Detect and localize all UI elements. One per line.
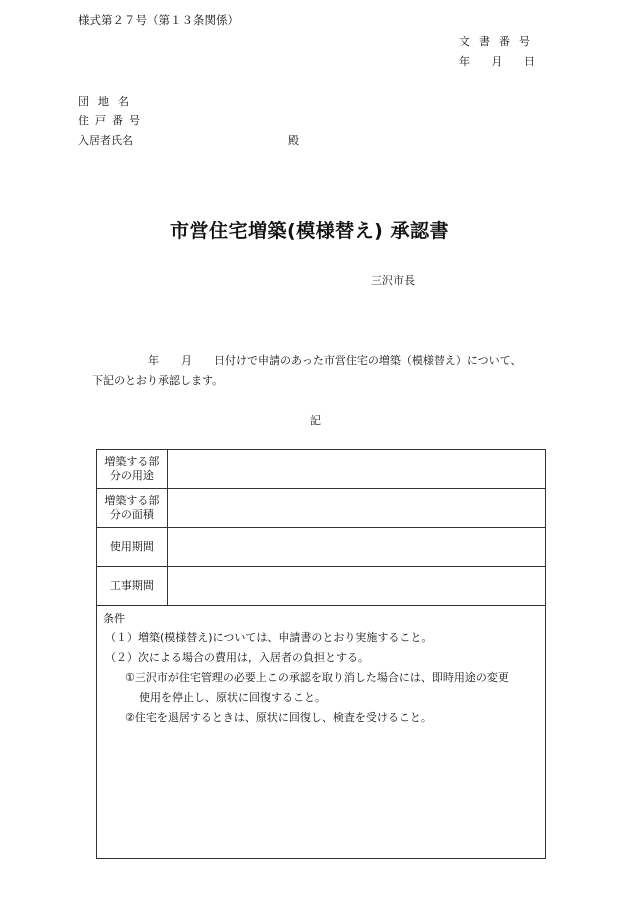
row-value-use-period[interactable] <box>167 528 545 567</box>
body-text-line-1: 年 月 日付けで申請のあった市営住宅の増築（模様替え）について、 <box>148 354 522 367</box>
row-label-use-period: 使用期間 <box>97 528 168 567</box>
table-row <box>97 528 546 567</box>
date-label: 年 月 日 <box>459 55 535 68</box>
table-row <box>97 567 546 606</box>
condition-item-2: （２）次による場合の費用は，入居者の負担とする。 <box>105 651 369 664</box>
condition-item-2-sub-1-cont: 使用を停止し、原状に回復すること。 <box>139 691 326 704</box>
row-label-construction-period: 工事期間 <box>97 567 168 606</box>
row-label-area: 増築する部 分の面積 <box>97 489 168 528</box>
form-number: 様式第２７号（第１３条関係） <box>78 13 239 27</box>
condition-item-2-sub-2: ②住宅を退居するときは、原状に回復し、検査を受けること。 <box>125 711 432 724</box>
approval-table <box>96 449 546 859</box>
row-label-usage: 増築する部 分の用途 <box>97 450 168 489</box>
condition-item-1: （１）増築(模様替え)については、申請書のとおり実施すること。 <box>105 631 433 644</box>
conditions-heading: 条件 <box>103 612 125 625</box>
conditions-cell <box>97 606 546 859</box>
row-value-area[interactable] <box>167 489 545 528</box>
document-number-label: 文書番号 <box>459 35 539 48</box>
table-row <box>97 489 546 528</box>
row-value-usage[interactable] <box>167 450 545 489</box>
row-value-construction-period[interactable] <box>167 567 545 606</box>
condition-item-2-sub-1: ①三沢市が住宅管理の必要上この承認を取り消した場合には、即時用途の変更 <box>125 671 509 684</box>
table-row <box>97 450 546 489</box>
ki-marker: 記 <box>310 414 321 427</box>
honorific: 殿 <box>288 134 299 147</box>
document-title: 市営住宅増築(模様替え) 承認書 <box>170 220 449 242</box>
table-row <box>97 606 546 859</box>
estate-name-label: 団地名 <box>78 95 138 108</box>
issuer: 三沢市長 <box>371 274 415 287</box>
tenant-name-label: 入居者氏名 <box>78 134 133 147</box>
body-text-line-2: 下記のとおり承認します。 <box>92 374 224 387</box>
unit-number-label: 住戸番号 <box>78 114 146 127</box>
